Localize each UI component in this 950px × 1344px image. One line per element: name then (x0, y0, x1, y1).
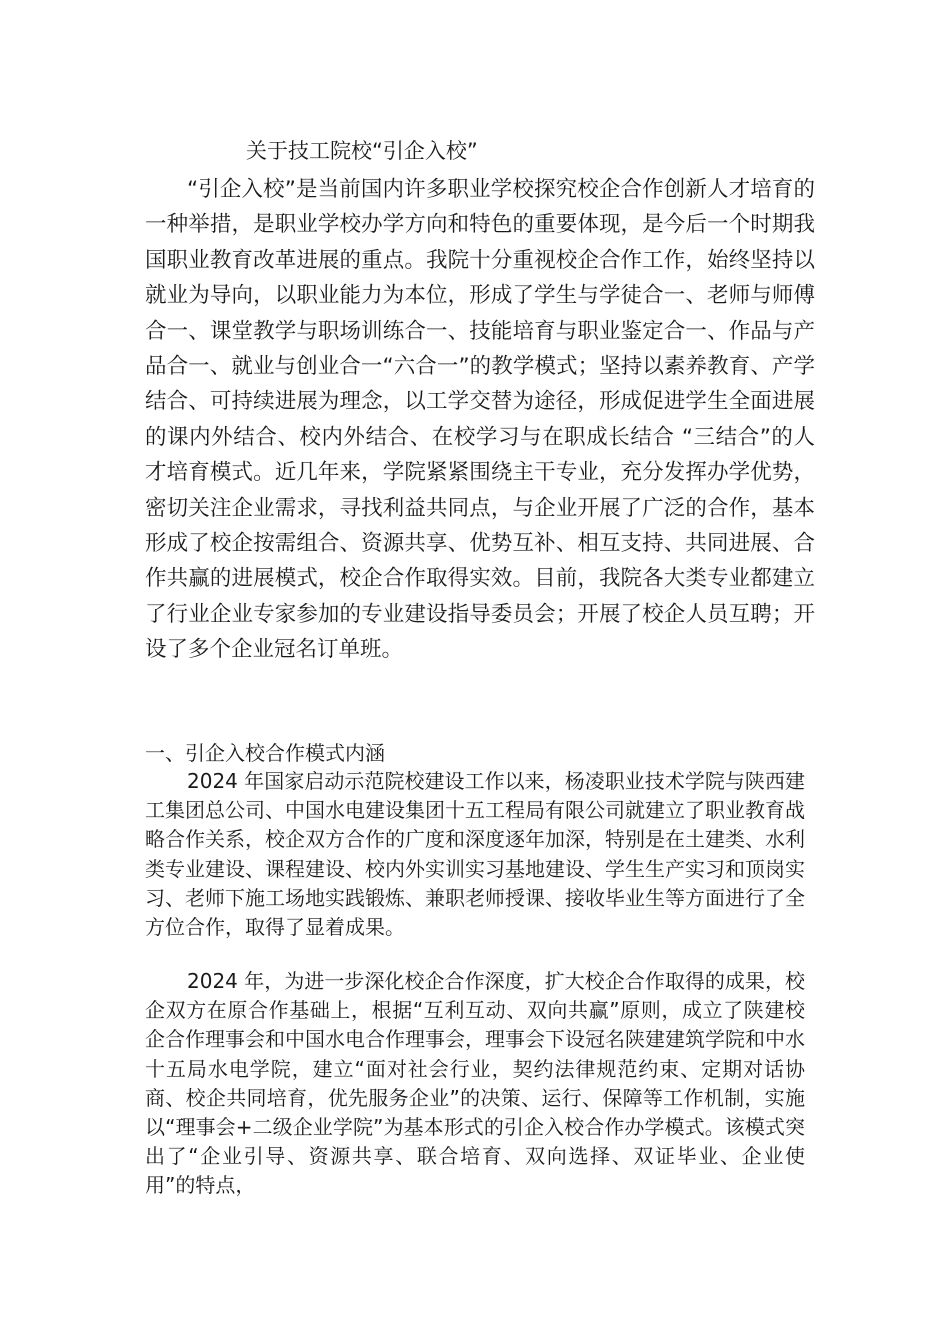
body-paragraph-1: 2024 年国家启动示范院校建设工作以来，杨凌职业技术学院与陕西建工集团总公司、中国水电建设集团十五工程局有限公司就建立了职业教育战略合作关系，校企双方合作的广度和深度逐年加深，特别是在土建类、水利类专业建设、课程建设、校内外实训实习基地建设、学生生产实习和顶岗实习、老师下施工场地实践锻炼、兼职老师授课、接收毕业生等方面进行了全方位合作，取得了显着成果。 (145, 769, 805, 940)
body-paragraph-2: 2024 年，为进一步深化校企合作深度，扩大校企合作取得的成果，校企双方在原合作基础上，根据“互利互动、双向共赢”原则，成立了陕建校企合作理事会和中国水电合作理事会，理事会下设冠名陕建建筑学院和中水十五局水电学院，建立“面对社会行业，契约法律规范约束、定期对话协商、校企共同培育，优先服务企业”的决策、运行、保障等工作机制，实施以“理事会+二级企业学院”为基本形式的引企入校合作办学模式。该模式突出了“企业引导、资源共享、联合培育、双向选择、双证毕业、企业使用”的特点， (145, 969, 805, 1198)
document-title: 关于技工院校“引企入校” (246, 139, 478, 163)
intro-paragraph: “引企入校”是当前国内许多职业学校探究校企合作创新人才培育的一种举措，是职业学校办学方向和特色的重要体现，是今后一个时期我国职业教育改革进展的重点。我院十分重视校企合作工作，始终坚持以就业为导向，以职业能力为本位，形成了学生与学徒合一、老师与师傅合一、课堂教学与职场训练合一、技能培育与职业鉴定合一、作品与产品合一、就业与创业合一“六合一”的教学模式；坚持以素养教育、产学结合、可持续进展为理念，以工学交替为途径，形成促进学生全面进展的课内外结合、校内外结合、在校学习与在职成长结合 “三结合”的人才培育模式。近几年来，学院紧紧围绕主干专业，充分发挥办学优势，密切关注企业需求，寻找利益共同点，与企业开展了广泛的合作，基本形成了校企按需组合、资源共享、优势互补、相互支持、共同进展、合作共赢的进展模式，校企合作取得实效。目前，我院各大类专业都建立了行业企业专家参加的专业建设指导委员会；开展了校企人员互聘；开设了多个企业冠名订单班。 (145, 177, 815, 663)
section-heading: 一、引企入校合作模式内涵 (145, 741, 385, 765)
